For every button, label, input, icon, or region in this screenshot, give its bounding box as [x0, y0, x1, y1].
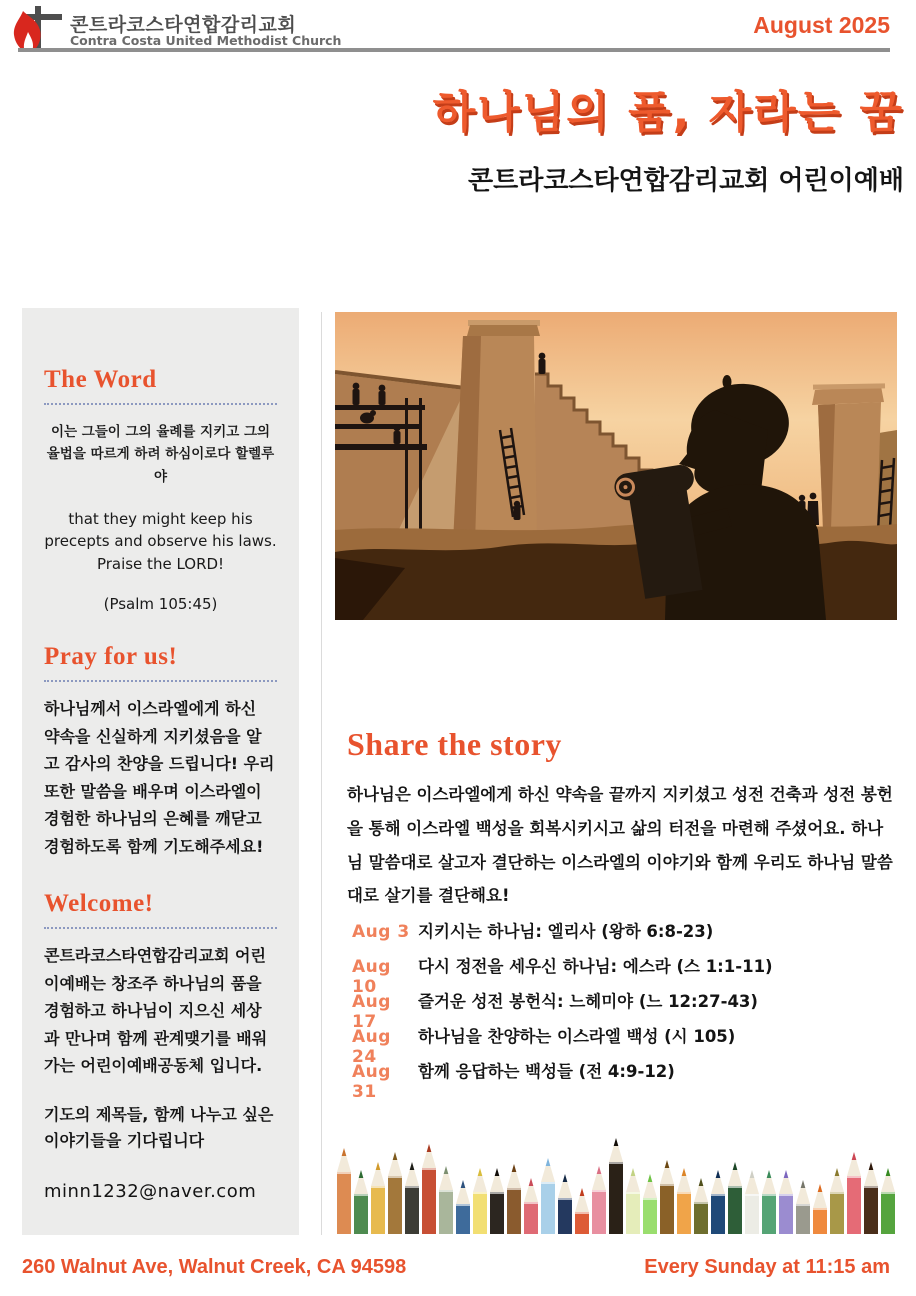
- colored-pencil: [779, 1170, 793, 1234]
- issue-date: August 2025: [753, 12, 890, 38]
- footer-service-time: Every Sunday at 11:15 am: [644, 1256, 890, 1278]
- colored-pencil: [881, 1168, 895, 1234]
- share-the-story-heading: Share the story: [347, 726, 562, 762]
- colored-pencil: [541, 1158, 555, 1234]
- verse-english: that they might keep his precepts and observe his laws. Praise the LORD!: [44, 509, 277, 573]
- schedule-item: [352, 1058, 892, 1102]
- colored-pencil: [456, 1180, 470, 1234]
- pray-text: 하나님께서 이스라엘에게 하신 약속을 신실하게 지키셨음을 알고 감사의 찬양을 드립니다! 우리 또한 말씀을 배우며 이스라엘이 경험한 하나님의 은혜를 깨닫고 경험하도록 함께 기도해주세요!: [44, 699, 275, 856]
- colored-pencil: [422, 1144, 436, 1234]
- story-text: 하나님은 이스라엘에게 하신 약속을 끝까지 지키셨고 성전 건축과 성전 봉헌을 통해 이스라엘 백성을 회복시키시고 삶의 터전을 마련해 주셨어요. 하나님 말씀대로 살고자 결단하는 이스라엘의 이야기와 함께 우리도 하나님 말씀대로 살기를 결단해요!: [347, 785, 893, 906]
- colored-pencil: [337, 1148, 351, 1234]
- schedule-date: Aug 24: [352, 1027, 391, 1067]
- verse-reference: (Psalm 105:45): [103, 595, 218, 614]
- prayer-request-text: 기도의 제목들, 함께 나누고 싶은 이야기들을 기다립니다: [44, 1104, 274, 1150]
- colored-pencil: [524, 1178, 538, 1234]
- schedule-date: Aug 3: [352, 922, 410, 942]
- temple-rebuilding-illustration: [335, 312, 897, 620]
- schedule-topic: 하나님을 찬양하는 이스라엘 백성 (시 105): [418, 1027, 736, 1046]
- contact-email: minn1232@naver.com: [44, 1181, 257, 1203]
- dotted-divider: [44, 927, 277, 929]
- colored-pencil: [830, 1168, 844, 1234]
- colored-pencil: [388, 1152, 402, 1234]
- header-divider: [18, 48, 890, 52]
- church-name-english: Contra Costa United Methodist Church: [70, 33, 342, 48]
- colored-pencil: [490, 1168, 504, 1234]
- pray-heading: Pray for us!: [44, 643, 178, 671]
- schedule-item: [352, 1023, 892, 1067]
- schedule-topic: 즐거운 성전 봉헌식: 느헤미야 (느 12:27-43): [418, 992, 758, 1011]
- dotted-divider: [44, 403, 277, 405]
- schedule-list: [352, 918, 892, 1102]
- colored-pencil: [626, 1168, 640, 1234]
- schedule-topic: 지키시는 하나님: 엘리사 (왕하 6:8-23): [418, 922, 714, 941]
- cross-and-flame-icon: [8, 5, 62, 53]
- colored-pencil: [762, 1170, 776, 1234]
- colored-pencil: [354, 1170, 368, 1234]
- colored-pencil: [864, 1162, 878, 1234]
- colored-pencil: [711, 1170, 725, 1234]
- colored-pencil: [609, 1138, 623, 1234]
- colored-pencil: [745, 1170, 759, 1234]
- schedule-date: Aug 17: [352, 992, 391, 1032]
- schedule-item: [352, 988, 892, 1032]
- welcome-text: 콘트라코스타연합감리교회 어린이예배는 창조주 하나님의 품을 경험하고 하나님이 지으신 세상과 만나며 함께 관계맺기를 배워가는 어린이예배공동체 입니다.: [44, 946, 268, 1076]
- schedule-topic: 다시 정전을 세우신 하나님: 에스라 (스 1:1-11): [418, 957, 773, 976]
- colored-pencil: [728, 1162, 742, 1234]
- colored-pencil: [592, 1166, 606, 1234]
- schedule-date: Aug 31: [352, 1062, 391, 1102]
- colored-pencil: [813, 1184, 827, 1234]
- colored-pencil: [558, 1174, 572, 1234]
- colored-pencil: [405, 1162, 419, 1234]
- colored-pencil: [371, 1162, 385, 1234]
- sidebar: [22, 308, 299, 1235]
- colored-pencil: [473, 1168, 487, 1234]
- the-word-heading: The Word: [44, 366, 157, 393]
- schedule-date: Aug 10: [352, 957, 391, 997]
- colored-pencil: [677, 1168, 691, 1234]
- colored-pencil: [643, 1174, 657, 1234]
- colored-pencil: [507, 1164, 521, 1234]
- colored-pencil: [575, 1188, 589, 1234]
- newsletter-subtitle: 콘트라코스타연합감리교회 어린이예배: [467, 166, 904, 196]
- dotted-divider: [44, 680, 277, 682]
- church-name-korean: 콘트라코스타연합감리교회: [70, 14, 297, 36]
- colored-pencil: [439, 1166, 453, 1234]
- colored-pencil: [694, 1178, 708, 1234]
- verse-korean: 이는 그들이 그의 율례를 지키고 그의 율법을 따르게 하려 하심이로다 할렐루야: [46, 424, 275, 485]
- welcome-heading: Welcome!: [44, 890, 154, 918]
- footer-address: 260 Walnut Ave, Walnut Creek, CA 94598: [22, 1256, 407, 1278]
- schedule-item: [352, 953, 892, 997]
- schedule-topic: 함께 응답하는 백성들 (전 4:9-12): [418, 1062, 675, 1081]
- pencil-row: [335, 1112, 897, 1234]
- schedule-item: [352, 918, 892, 953]
- newsletter-title: 하나님의 품, 자라는 꿈: [432, 87, 904, 138]
- column-divider: [321, 312, 322, 1235]
- colored-pencil: [796, 1180, 810, 1234]
- colored-pencil: [660, 1160, 674, 1234]
- colored-pencil: [847, 1152, 861, 1234]
- story-illustration: [335, 312, 897, 620]
